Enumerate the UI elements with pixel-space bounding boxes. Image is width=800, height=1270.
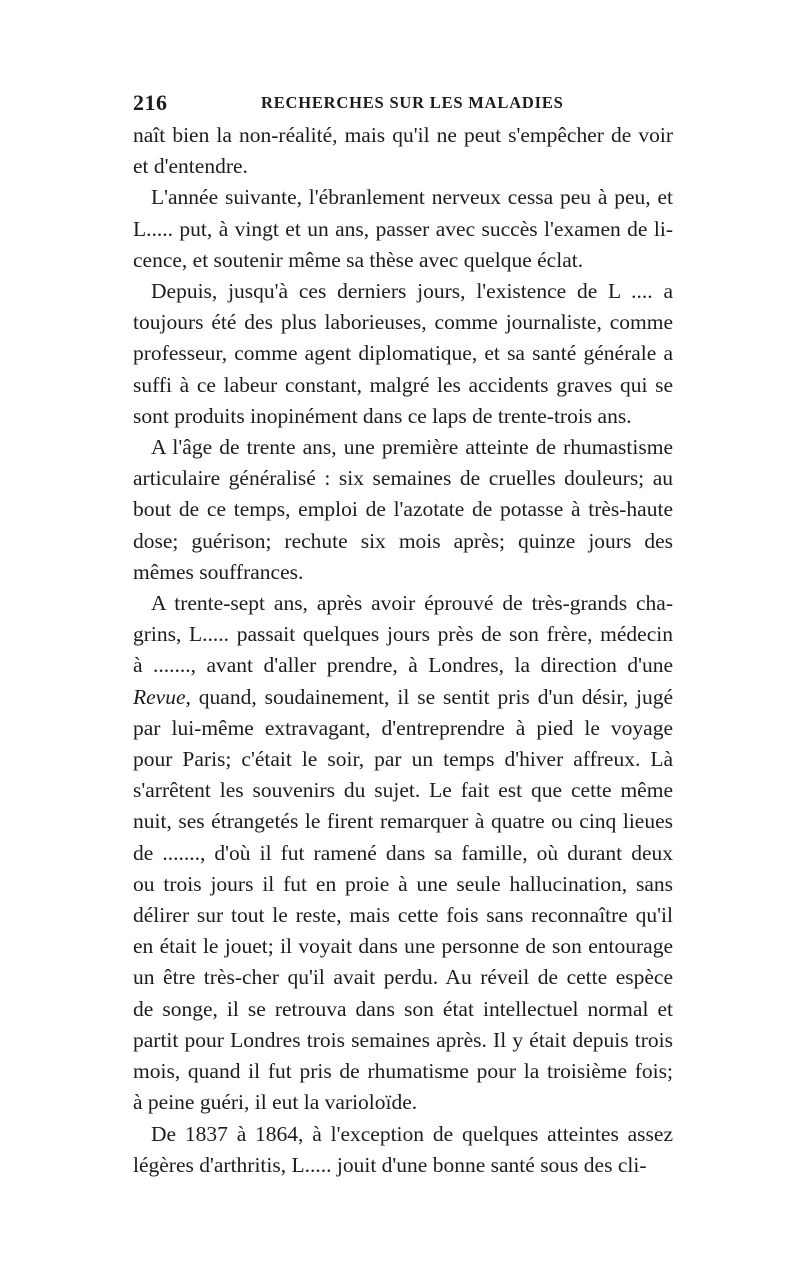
text-line: grins, L..... passait quelques jours près de son frère, médecin	[133, 622, 673, 647]
text-line: L..... put, à vingt et un ans, passer avec succès l'examen de li-	[133, 216, 673, 241]
running-title: RECHERCHES SUR LES MALADIES	[261, 93, 564, 112]
text-line: A l'âge de trente ans, une première atteinte de rhumastisme	[151, 435, 673, 460]
text-line: par lui-même extravagant, d'entreprendre à pied le voyage	[133, 715, 673, 740]
text-line: légères d'arthritis, L..... jouit d'une bonne santé sous des cli-	[133, 1152, 647, 1177]
text-line: s'arrêtent les souvenirs du sujet. Le fait est que cette même	[133, 778, 673, 803]
text-line: à ......., avant d'aller prendre, à Londres, la direction d'une	[133, 653, 673, 678]
text-line: partit pour Londres trois semaines après. Il y était depuis trois	[133, 1027, 673, 1052]
text-line: De 1837 à 1864, à l'exception de quelques atteintes assez	[151, 1121, 673, 1146]
paragraph	[133, 276, 673, 432]
text-line: un être très-cher qu'il avait perdu. Au réveil de cette espèce	[133, 965, 673, 990]
paragraph	[133, 120, 673, 182]
text-line: Depuis, jusqu'à ces derniers jours, l'existence de L .... a	[151, 279, 673, 304]
text-line: naît bien la non-réalité, mais qu'il ne peut s'empêcher de voir	[133, 123, 673, 147]
text-line: de songe, il se retrouva dans son état intellectuel normal et	[133, 996, 673, 1021]
running-head	[133, 90, 673, 120]
text-line: L'année suivante, l'ébranlement nerveux cessa peu à peu, et	[151, 185, 673, 210]
text-line: mêmes souffrances.	[133, 559, 304, 584]
text-line: ou trois jours il fut en proie à une seule hallucination, sans	[133, 871, 673, 896]
text-line: délirer sur tout le reste, mais cette fois sans reconnaître qu'il	[133, 903, 673, 928]
text-line: cence, et soutenir même sa thèse avec quelque éclat.	[133, 247, 584, 272]
text-line: pour Paris; c'était le soir, par un temps d'hiver affreux. Là	[133, 747, 673, 772]
text-line: suffi à ce labeur constant, malgré les accidents graves qui se	[133, 372, 673, 397]
text-line: sont produits inopinément dans ce laps de trente-trois ans.	[133, 403, 632, 428]
paragraph	[133, 432, 673, 588]
text-line: toujours été des plus laborieuses, comme journaliste, comme	[133, 310, 673, 335]
page-number: 216	[133, 90, 168, 115]
text-line: professeur, comme agent diplomatique, et sa santé générale a	[133, 341, 673, 366]
text-line: à peine guéri, il eut la varioloïde.	[133, 1090, 418, 1115]
text-line: dose; guérison; rechute six mois après; quinze jours des	[133, 528, 673, 553]
text-line: de ......., d'où il fut ramené dans sa famille, où durant deux	[133, 840, 673, 865]
text-line: articulaire généralisé : six semaines de cruelles douleurs; au	[133, 466, 673, 491]
text-line: et d'entendre.	[133, 154, 248, 179]
paragraph	[133, 588, 673, 1118]
text-line: Revue, quand, soudainement, il se sentit pris d'un désir, jugé	[133, 684, 673, 709]
text-line: bout de ce temps, emploi de l'azotate de potasse à très-haute	[133, 497, 673, 522]
text-line: mois, quand il fut pris de rhumatisme pour la troisième fois;	[133, 1059, 673, 1084]
paragraph	[133, 1119, 673, 1181]
text-line: A trente-sept ans, après avoir éprouvé de très-grands cha-	[151, 591, 673, 616]
body-text	[133, 120, 673, 1181]
paragraph	[133, 182, 673, 276]
text-line: nuit, ses étrangetés le firent remarquer à quatre ou cinq lieues	[133, 809, 673, 834]
text-line: en était le jouet; il voyait dans une personne de son entourage	[133, 934, 673, 959]
book-page	[133, 90, 673, 1181]
